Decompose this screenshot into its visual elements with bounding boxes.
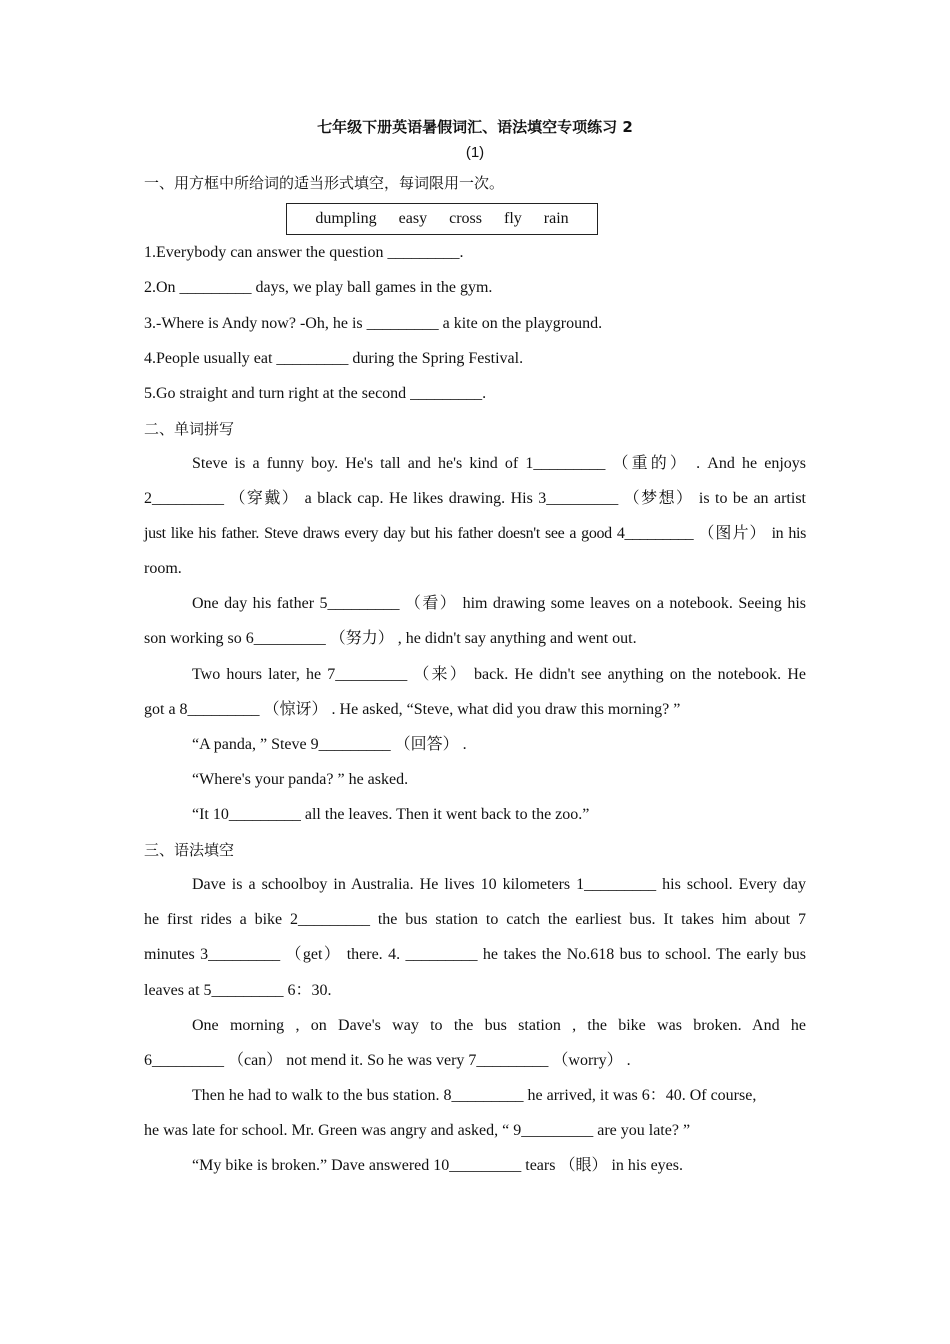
passage-line: he first rides a bike 2_________ the bus station to catch the earliest bus. It takes him about 7 [144, 911, 806, 928]
passage-line: 6_________ （can） not mend it. So he was very 7_________ （worry） . [144, 1052, 631, 1069]
passage-line: Two hours later, he 7_________ （来） back. He didn't see anything on the notebook. He [192, 666, 806, 683]
exercise-item: 2.On _________ days, we play ball games in the gym. [144, 279, 493, 296]
passage-line: Then he had to walk to the bus station. 8_________ he arrived, it was 6：40. Of course, [192, 1087, 757, 1104]
word-box [286, 203, 598, 235]
passage-line: 2_________ （穿戴） a black cap. He likes drawing. His 3_________ （梦想） is to be an artist [144, 490, 806, 507]
passage-line: “A panda, ” Steve 9_________ （回答） . [192, 736, 467, 753]
word-box-item: fly [504, 210, 522, 227]
passage-line: minutes 3_________ （get） there. 4. _________ he takes the No.618 bus to school. The early bus [144, 946, 806, 963]
word-box-item: cross [449, 210, 482, 227]
passage-line: “Where's your panda? ” he asked. [192, 771, 409, 788]
passage-line: room. [144, 560, 182, 577]
section3-heading: 三、语法填空 [144, 841, 235, 859]
word-box-item: dumpling [315, 210, 377, 227]
exercise-item: 1.Everybody can answer the question _________. [144, 244, 464, 261]
section2-heading: 二、单词拼写 [144, 420, 235, 438]
section1-heading: 一、用方框中所给词的适当形式填空，每词限用一次。 [144, 174, 505, 192]
passage-line: son working so 6_________ （努力） , he didn't say anything and went out. [144, 630, 637, 647]
page-title: 七年级下册英语暑假词汇、语法填空专项练习 2 [317, 118, 633, 136]
passage-line: leaves at 5_________ 6：30. [144, 982, 332, 999]
exercise-item: 5.Go straight and turn right at the second _________. [144, 385, 487, 402]
page-subtitle: (1) [465, 144, 485, 161]
word-box-item: rain [543, 210, 569, 227]
passage-line: got a 8_________ （惊讶） . He asked, “Steve, what did you draw this morning? ” [144, 701, 681, 718]
passage-line: “My bike is broken.” Dave answered 10_________ tears （眼） in his eyes. [192, 1157, 684, 1174]
exercise-item: 3.-Where is Andy now? -Oh, he is _________ a kite on the playground. [144, 315, 603, 332]
passage-line: One day his father 5_________ （看） him drawing some leaves on a notebook. Seeing his [192, 595, 806, 612]
passage-line: Steve is a funny boy. He's tall and he's kind of 1_________ （重的） . And he enjoys [192, 455, 806, 472]
passage-line: Dave is a schoolboy in Australia. He lives 10 kilometers 1_________ his school. Every day [192, 876, 806, 893]
passage-line: “It 10_________ all the leaves. Then it went back to the zoo.” [192, 806, 590, 823]
passage-line: he was late for school. Mr. Green was angry and asked, “ 9_________ are you late? ” [144, 1122, 691, 1139]
exercise-item: 4.People usually eat _________ during the Spring Festival. [144, 350, 524, 367]
passage-line: just like his father. Steve draws every day but his father doesn't see a good 4_________ （图片） in his [144, 525, 806, 542]
passage-line: One morning , on Dave's way to the bus station , the bike was broken. And he [192, 1017, 806, 1034]
word-box-item: easy [398, 210, 428, 227]
